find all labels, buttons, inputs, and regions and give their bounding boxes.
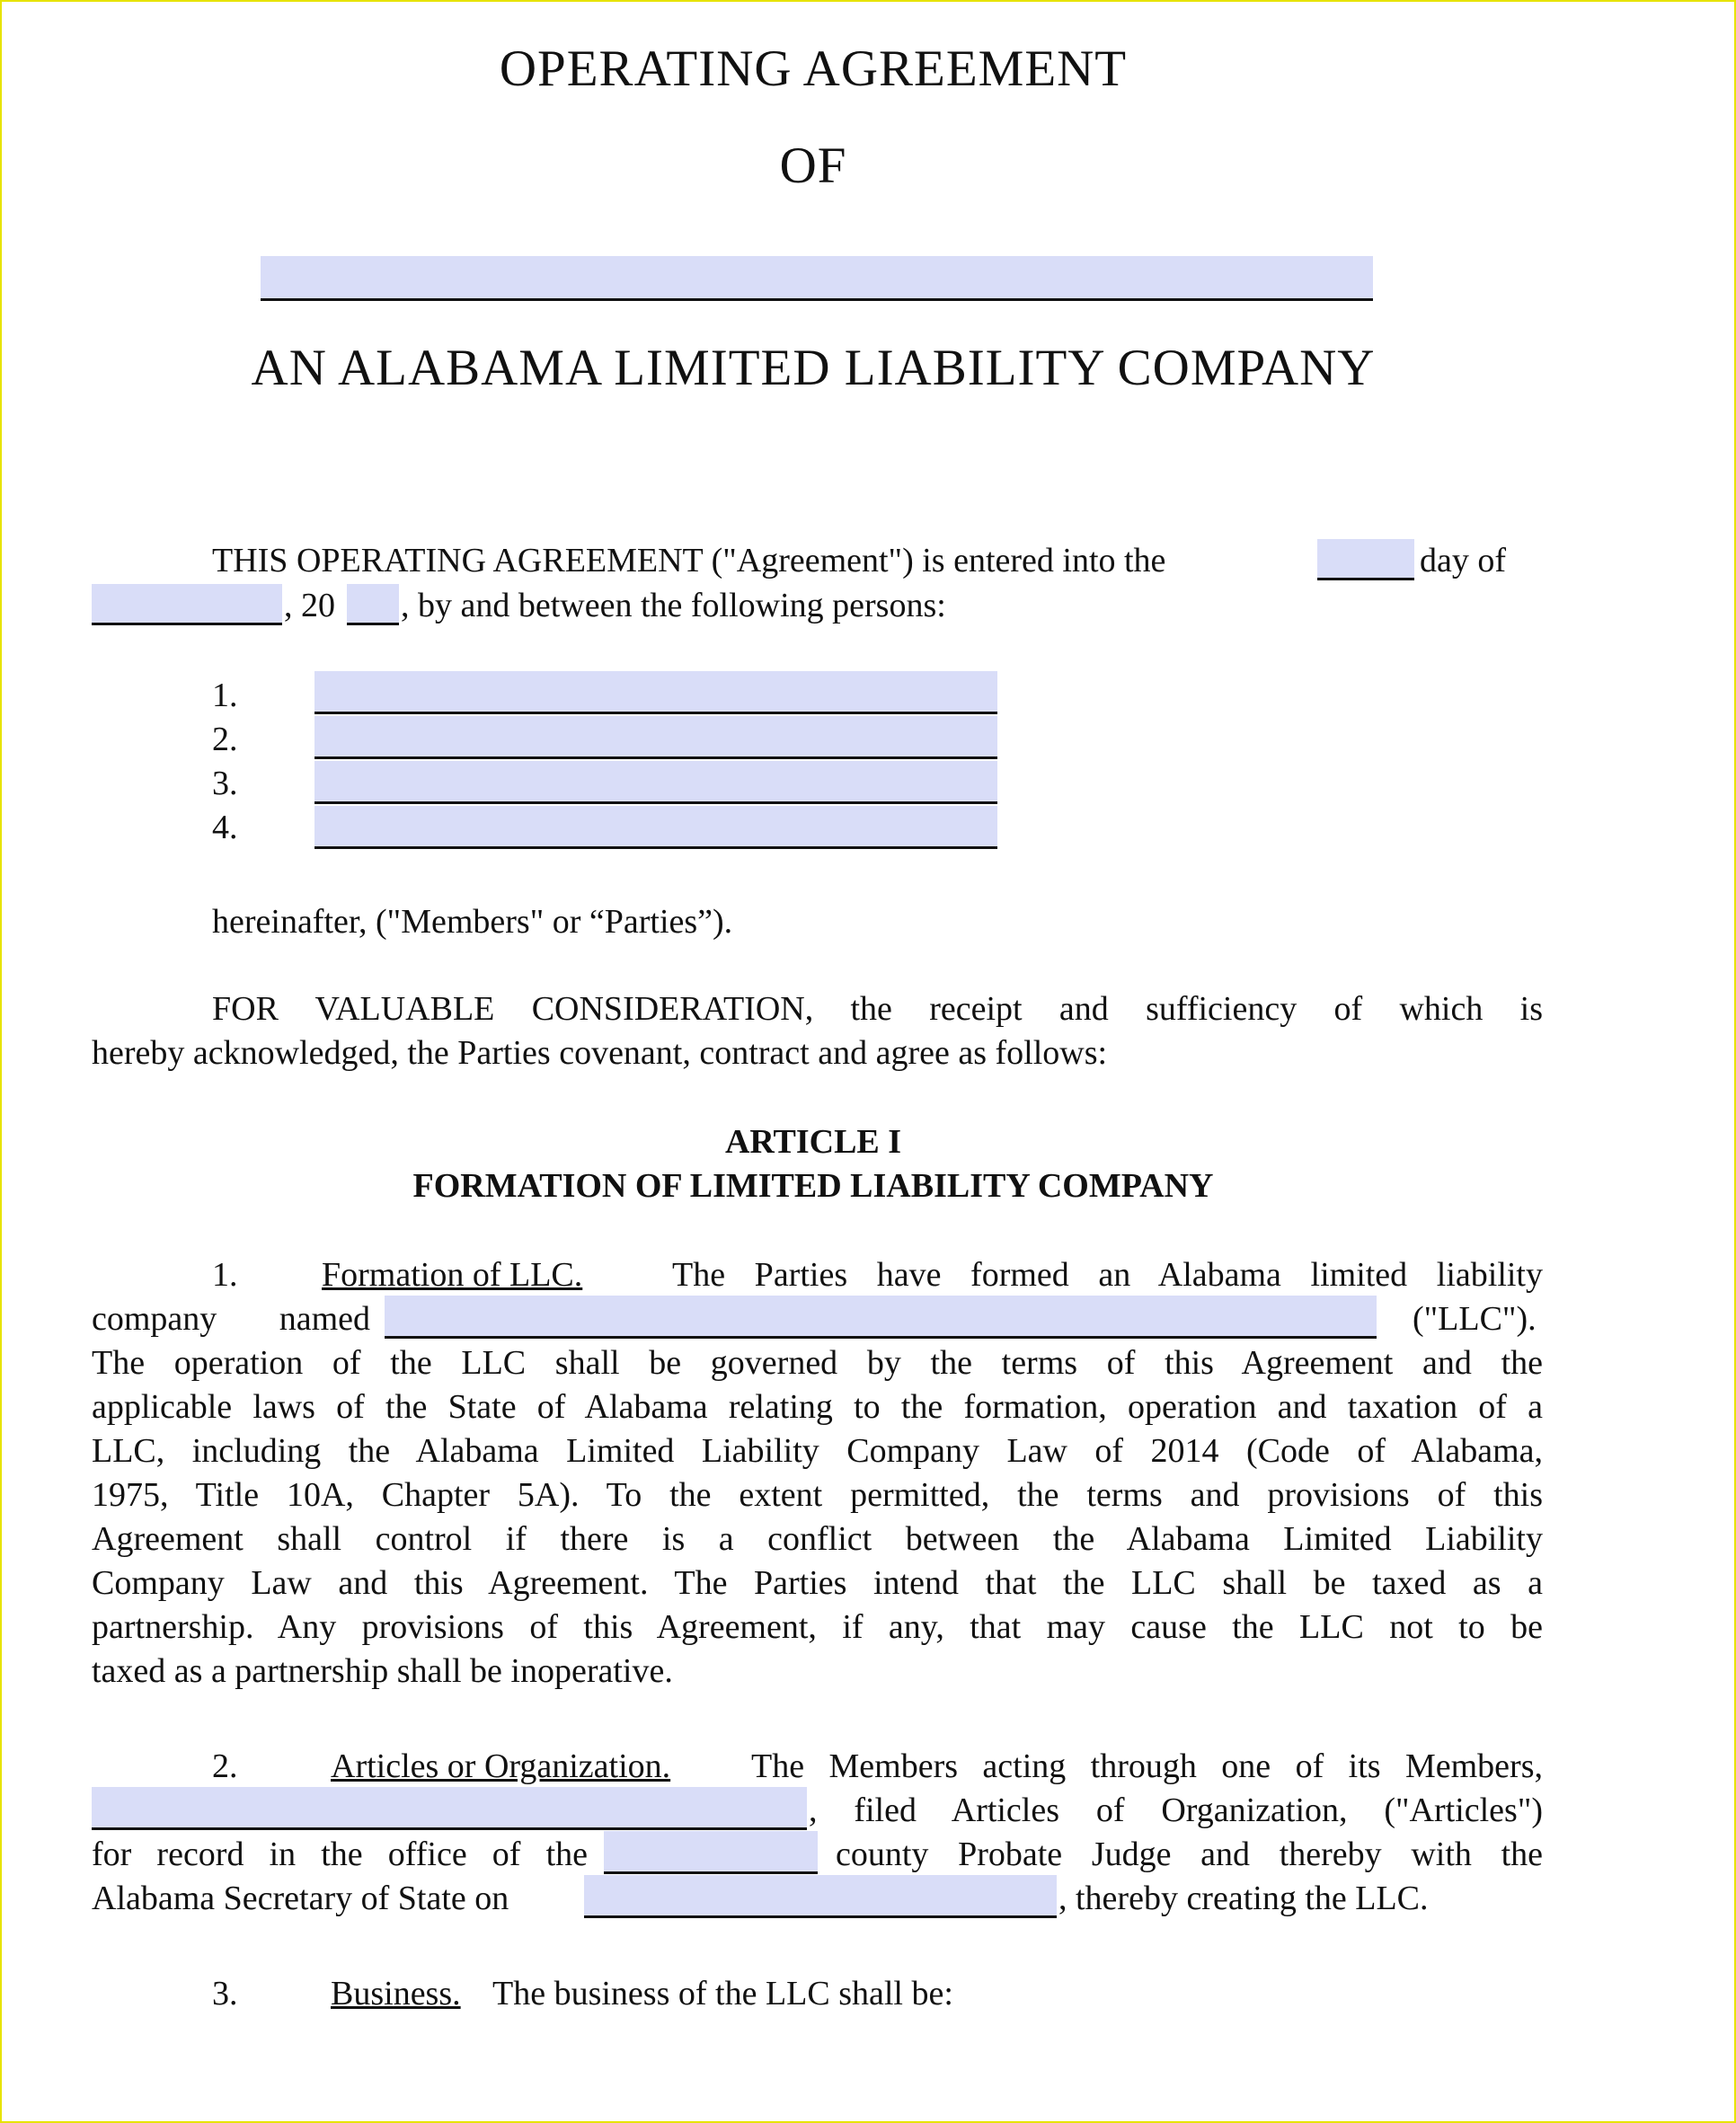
section2-probate-text: county Probate Judge and thereby with the	[836, 1836, 1543, 1873]
section2-number: 2.	[212, 1747, 238, 1785]
section1-line-7: Agreement shall control if there is a conflict between the Alabama Limited Liability	[92, 1520, 1543, 1558]
person-3-field[interactable]	[314, 761, 997, 804]
person-2-field[interactable]	[314, 716, 997, 759]
intro-year-prefix: , 20	[284, 587, 335, 624]
title-alabama-llc: AN ALABAMA LIMITED LIABILITY COMPANY	[251, 340, 1376, 396]
section1-number: 1.	[212, 1256, 238, 1294]
section2-office-text: for record in the office of the	[92, 1836, 588, 1873]
section2-secretary-text: Alabama Secretary of State on	[92, 1880, 509, 1917]
section1-line-6: 1975, Title 10A, Chapter 5A). To the extent permitted, the terms and provisions of this	[92, 1476, 1543, 1514]
section1-line-4: applicable laws of the State of Alabama relating to the formation, operation and taxation of a	[92, 1388, 1543, 1426]
llc-name-field[interactable]	[385, 1296, 1377, 1339]
year-field[interactable]	[347, 584, 399, 625]
intro-line1-end: day of	[1420, 542, 1507, 579]
section1-line-3: The operation of the LLC shall be governed by the terms of this Agreement and the	[92, 1344, 1543, 1382]
section1-title: Formation of LLC.	[322, 1256, 583, 1294]
consideration-line1: FOR VALUABLE CONSIDERATION, the receipt and sufficiency of which is	[212, 990, 1543, 1028]
month-field[interactable]	[92, 584, 282, 625]
person-number-2: 2.	[212, 721, 238, 758]
intro-line2-end: , by and between the following persons:	[401, 587, 946, 624]
section3-text: The business of the LLC shall be:	[492, 1975, 953, 2012]
consideration-line2: hereby acknowledged, the Parties covenant, contract and agree as follows:	[92, 1034, 1108, 1072]
filing-date-field[interactable]	[584, 1875, 1057, 1918]
section1-line-5: LLC, including the Alabama Limited Liability Company Law of 2014 (Code of Alabama,	[92, 1432, 1543, 1470]
person-number-4: 4.	[212, 809, 238, 846]
intro-line1-start: THIS OPERATING AGREEMENT ("Agreement") is entered into the	[212, 542, 1166, 579]
section3-title: Business.	[331, 1975, 461, 2012]
day-field[interactable]	[1317, 539, 1414, 580]
section1-company-named: company named	[92, 1300, 370, 1338]
person-number-1: 1.	[212, 677, 238, 714]
member-name-field[interactable]	[92, 1787, 807, 1830]
section1-line-8: Company Law and this Agreement. The Parties intend that the LLC shall be taxed as a	[92, 1564, 1543, 1602]
article-number: ARTICLE I	[724, 1123, 902, 1161]
section2-title: Articles or Organization.	[331, 1747, 671, 1785]
section1-last-line: taxed as a partnership shall be inoperative.	[92, 1652, 673, 1690]
section2-first-line: The Members acting through one of its Members,	[751, 1747, 1543, 1785]
person-number-3: 3.	[212, 765, 238, 802]
company-name-field[interactable]	[261, 256, 1373, 301]
person-1-field[interactable]	[314, 671, 997, 714]
title-operating-agreement: OPERATING AGREEMENT	[499, 40, 1128, 97]
section2-creating-llc: , thereby creating the LLC.	[1058, 1880, 1429, 1917]
article-heading: FORMATION OF LIMITED LIABILITY COMPANY	[412, 1167, 1214, 1205]
section3-number: 3.	[212, 1975, 238, 2012]
county-field[interactable]	[604, 1831, 818, 1874]
person-4-field[interactable]	[314, 806, 997, 849]
section1-llc-abbrev: ("LLC").	[1413, 1300, 1537, 1338]
section2-filed-articles: , filed Articles of Organization, ("Articles")	[809, 1791, 1543, 1829]
hereinafter-text: hereinafter, ("Members" or “Parties”).	[212, 903, 733, 941]
section1-line-9: partnership. Any provisions of this Agreement, if any, that may cause the LLC not to be	[92, 1608, 1543, 1646]
title-of: OF	[779, 137, 847, 194]
section1-first-line: The Parties have formed an Alabama limited liability	[672, 1256, 1543, 1294]
